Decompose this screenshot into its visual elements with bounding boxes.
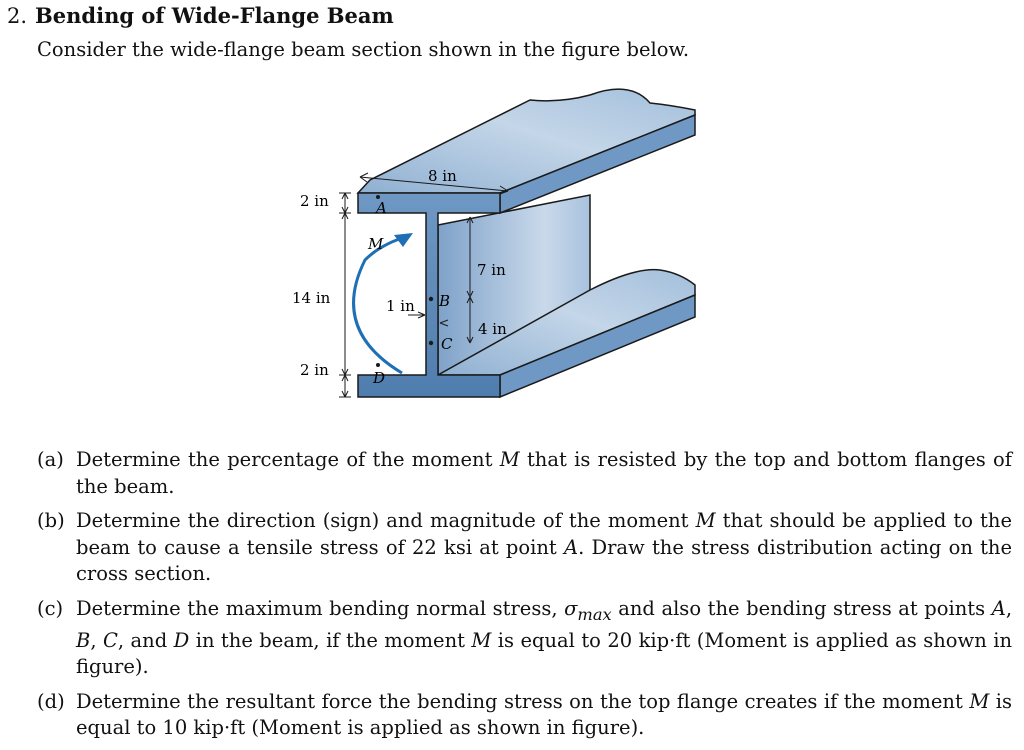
point-c-label: C bbox=[441, 335, 453, 353]
part-text: and also the bending stress at points bbox=[611, 596, 992, 620]
dim-top-flange-label: 2 in bbox=[300, 192, 329, 210]
point-b-dot bbox=[429, 297, 433, 301]
dim-7in-label: 7 in bbox=[477, 261, 506, 279]
intro-text: Consider the wide-flange beam section shown in the figure below. bbox=[37, 38, 690, 61]
part-d-text bbox=[76, 689, 1012, 742]
beam-figure bbox=[290, 85, 710, 420]
dim-web-height-label: 14 in bbox=[292, 289, 331, 307]
dim-bottom-flange-label: 2 in bbox=[300, 361, 329, 379]
part-text: that is resisted by the top and bottom flanges of the beam. bbox=[76, 448, 1012, 498]
point-d-label: D bbox=[373, 369, 386, 387]
math-var: M bbox=[695, 509, 716, 532]
part-c-text: Determine the maximum bending normal stress, $\sigma_{max}$ and also the bending stress at points A, B, C, and D in the beam, if the moment M is equal to 20 kip·ft (Moment is applied as shown in figure). bbox=[76, 596, 1013, 679]
math-var: A bbox=[563, 535, 579, 559]
part-tag: (d) bbox=[37, 689, 65, 713]
math-subscript: max bbox=[577, 604, 612, 624]
part-text: in the beam, if the moment bbox=[189, 628, 472, 652]
math-var: C bbox=[102, 628, 118, 652]
part-b-text bbox=[76, 508, 1012, 588]
point-c-dot bbox=[429, 341, 433, 345]
part-text: is equal to 10 kip·ft (Moment is applied as shown in figure). bbox=[76, 689, 1012, 740]
part-tag: (b) bbox=[37, 509, 65, 532]
part-c bbox=[37, 596, 1012, 681]
problem-title: Bending of Wide-Flange Beam bbox=[35, 3, 394, 28]
part-b bbox=[37, 508, 1012, 588]
math-var: M bbox=[471, 628, 492, 652]
part-a-text bbox=[76, 447, 1012, 500]
dim-web-thickness-label: 1 in bbox=[386, 297, 415, 315]
part-text: Determine the direction (sign) and magnitude of the moment bbox=[76, 509, 696, 532]
point-a-label: A bbox=[376, 199, 387, 217]
point-b-label: B bbox=[439, 292, 451, 310]
math-var: D bbox=[173, 628, 190, 652]
part-text: is equal to 20 kip·ft (Moment is applied as shown in figure). bbox=[76, 628, 1013, 679]
dim-4in-label: 4 in bbox=[478, 320, 507, 338]
part-a bbox=[37, 447, 1012, 500]
problem-heading bbox=[7, 3, 394, 28]
problem-number: 2. bbox=[7, 4, 28, 28]
part-text: Determine the maximum bending normal stress, bbox=[76, 596, 565, 620]
part-text: . Draw the stress distribution acting on the cross section. bbox=[76, 535, 1013, 585]
math-sigma: σ bbox=[564, 596, 578, 620]
part-text: Determine the resultant force the bending stress on the top flange creates if the moment bbox=[76, 689, 970, 713]
part-d bbox=[37, 689, 1012, 742]
math-var: M bbox=[499, 448, 520, 471]
part-text: Determine the percentage of the moment bbox=[76, 448, 500, 471]
part-text: that should be applied to the beam to cause a tensile stress of 22 ksi at point bbox=[76, 509, 1012, 559]
math-var: M bbox=[969, 689, 990, 713]
question-parts bbox=[37, 447, 1012, 750]
math-var: A bbox=[991, 596, 1006, 620]
point-d-dot bbox=[376, 363, 380, 367]
part-tag: (a) bbox=[37, 448, 64, 471]
dim-width-label: 8 in bbox=[428, 167, 457, 185]
math-var: B bbox=[76, 628, 91, 652]
part-tag: (c) bbox=[37, 596, 64, 620]
moment-label: M bbox=[368, 235, 384, 253]
